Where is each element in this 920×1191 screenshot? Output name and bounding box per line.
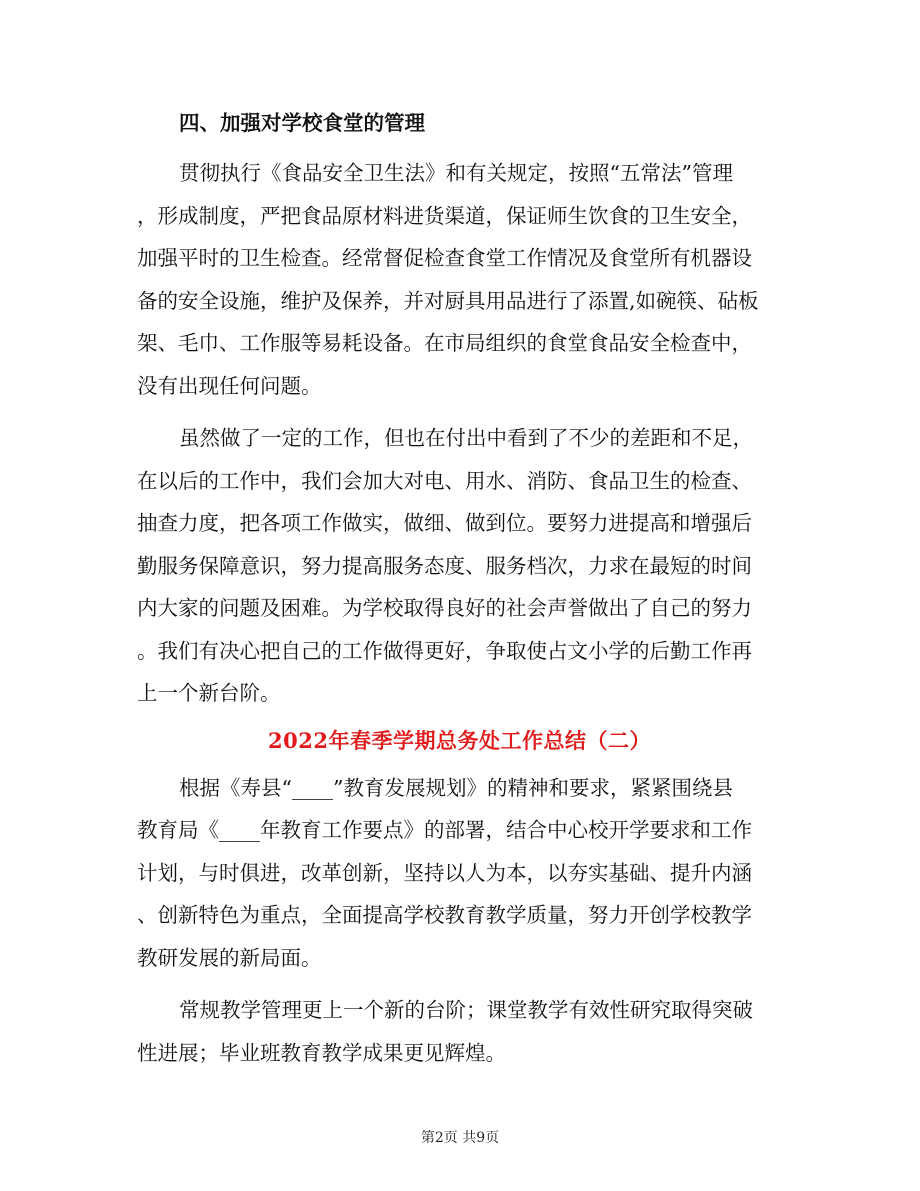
text-line: 计划，与时俱进，改革创新，坚持以人为本，以夯实基础、提升内涵 — [137, 860, 752, 885]
text-line: ，形成制度，严把食品原材料进货渠道，保证师生饮食的卫生安全， — [137, 203, 752, 228]
article-title: 2022年春季学期总务处工作总结（二） — [268, 727, 651, 753]
text-line: 虽然做了一定的工作，但也在付出中看到了不少的差距和不足， — [179, 426, 753, 450]
text-line: 、创新特色为重点，全面提高学校教育教学质量，努力开创学校教学 — [137, 903, 752, 927]
text-line: 。我们有决心把自己的工作做得更好，争取使占文小学的后勤工作再 — [137, 638, 752, 663]
text-line: 根据《寿县“____”教育发展规划》的精神和要求，紧紧围绕县 — [179, 775, 733, 800]
text-line: 备的安全设施，维护及保养，并对厨具用品进行了添置,如碗筷、砧板 — [137, 288, 759, 313]
text-line: 贯彻执行《食品安全卫生法》和有关规定，按照“五常法”管理 — [179, 161, 733, 185]
text-line: 教育局《____年教育工作要点》的部署，结合中心校开学要求和工作 — [137, 818, 752, 842]
text-line: 上一个新台阶。 — [137, 681, 281, 705]
document-content — [137, 104, 782, 1074]
text-line: 加强平时的卫生检查。经常督促检查食堂工作情况及食堂所有机器设 — [137, 246, 752, 270]
section-paragraph-2 — [137, 417, 782, 715]
text-line: 架、毛巾、工作服等易耗设备。在市局组织的食堂食品安全检查中， — [137, 331, 752, 355]
page-number: 第2页 共9页 — [420, 1130, 500, 1146]
text-line: 在以后的工作中，我们会加大对电、用水、消防、食品卫生的检查、 — [137, 468, 752, 493]
section-paragraph-1 — [137, 152, 782, 407]
section-heading: 四、加强对学校食堂的管理 — [179, 111, 425, 135]
article-paragraph-1 — [137, 767, 782, 980]
text-line: 性进展；毕业班教育教学成果更见辉煌。 — [137, 1040, 506, 1065]
article-paragraph-2 — [137, 989, 782, 1074]
text-line: 勤服务保障意识，努力提高服务态度、服务档次，力求在最短的时间 — [137, 553, 752, 578]
text-line: 抽查力度，把各项工作做实，做细、做到位。要努力进提高和增强后 — [137, 511, 752, 535]
text-line: 教研发展的新局面。 — [137, 945, 322, 970]
text-line: 常规教学管理更上一个新的台阶；课堂教学有效性研究取得突破 — [179, 998, 753, 1022]
text-line: 内大家的问题及困难。为学校取得良好的社会声誉做出了自己的努力 — [137, 596, 752, 620]
text-line: 没有出现任何问题。 — [137, 373, 322, 398]
